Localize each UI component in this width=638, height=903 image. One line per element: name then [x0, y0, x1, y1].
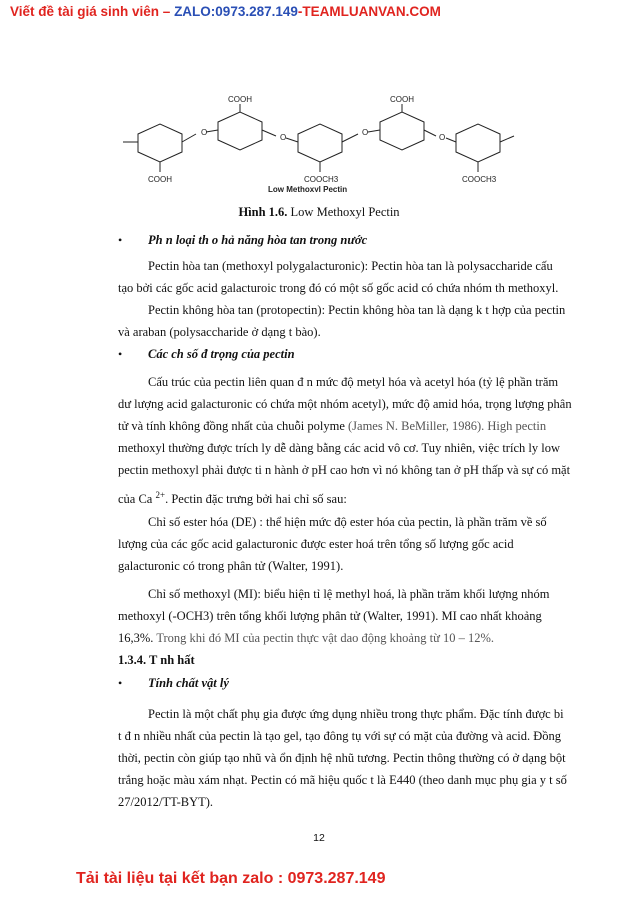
- group-label-2: COOH: [228, 95, 252, 104]
- superscript-charge: 2+: [155, 490, 166, 500]
- caption-text: Low Methoxyl Pectin: [287, 205, 400, 219]
- oxygen-2: O: [280, 133, 287, 142]
- text-line: Pectin hòa tan (methoxyl polygalacturonic): Pectin hòa tan là polysaccharide cấu: [148, 259, 553, 273]
- text-line: Pectin không hòa tan (protopectin): Pectin không hòa tan là dạng k t hợp của pectin: [148, 303, 566, 317]
- subheading-indices: Các ch số đ trọng của pectin: [148, 347, 295, 361]
- figure-caption: [0, 205, 638, 220]
- text-line: methoxyl thường được trích ly dễ dàng bằng các acid vô cơ. Tuy nhiên, việc trích ly low: [118, 441, 560, 455]
- oxygen-4: O: [439, 133, 446, 142]
- text-line: t đ n nhiều nhất của pectin là tạo gel, tạo đông tụ với sự có mặt của đường và acid. Đồng: [118, 729, 561, 743]
- section-heading: 1.3.4. T nh hất: [118, 653, 195, 667]
- text-line: trắng hoặc màu xám nhạt. Pectin có mã hiệu quốc t là E440 (theo danh mục phụ gia y t số: [118, 773, 567, 787]
- banner-text-1: Viết đề tài giá sinh viên –: [10, 4, 175, 19]
- group-label-3: COOCH3: [304, 175, 339, 184]
- subheading-classification: Ph n loại th o hả năng hòa tan trong nước: [148, 233, 368, 247]
- text-line: Chỉ số ester hóa (DE) : thể hiện mức độ ester hóa của pectin, là phần trăm về số: [148, 515, 547, 529]
- text-line: 27/2012/TT-BYT).: [118, 795, 214, 809]
- text-line: Pectin là một chất phụ gia được ứng dụng nhiều trong thực phẩm. Đặc tính được bi: [148, 707, 564, 721]
- bullet-3: •: [118, 676, 123, 690]
- banner-zalo[interactable]: ZALO:0973.287.149: [174, 4, 298, 19]
- banner-site[interactable]: -TEAMLUANVAN.COM: [297, 4, 441, 19]
- text-line: thời, pectin còn giúp tạo nhũ và ổn định hệ nhũ tương. Pectin thông thường có ở dạng bột: [118, 751, 566, 765]
- text-line: Cấu trúc của pectin liên quan đ n mức độ metyl hóa và acetyl hóa (tỷ lệ phần trăm: [148, 375, 559, 389]
- text-line: tạo bởi các gốc acid galacturoic trong đó có một số gốc acid có chứa nhóm th methoxyl.: [118, 281, 559, 295]
- subheading-physical: Tính chất vật lý: [148, 676, 229, 690]
- pectin-structure-figure: [118, 92, 518, 192]
- group-label-4: COOH: [390, 95, 414, 104]
- text-line: pectin methoxyl phải được ti n hành ở pH cao hơn vì nó không tan ở pH thấp và sự có mặt: [118, 463, 571, 477]
- bullet-1: •: [118, 233, 123, 247]
- text-line: lượng của các gốc acid galacturonic được ester hoá trên tổng số lượng gốc acid: [118, 537, 514, 551]
- chemical-structure-diagram: [118, 92, 518, 192]
- text-line: methoxyl (-OCH3) trên tổng khối lượng phân tử (Walter, 1991). MI cao nhất khoảng: [118, 609, 542, 623]
- text-line: của Ca $^{2+}$. Pectin đặc trưng bởi hai chỉ số sau:: [118, 490, 347, 507]
- caption-label: Hình 1.6.: [238, 205, 288, 219]
- text-line: và araban (polysaccharide ở dạng t bào).: [118, 325, 321, 339]
- oxygen-1: O: [201, 128, 208, 137]
- text-line: tử và tính không đồng nhất của chuỗi polyme (James N. BeMiller, 1986). High pectin: [118, 419, 547, 433]
- bullet-2: •: [118, 347, 123, 361]
- text-line: Chỉ số methoxyl (MI): biểu hiện tỉ lệ methyl hoá, là phần trăm khối lượng nhóm: [148, 587, 550, 601]
- group-label-5: COOCH3: [462, 175, 497, 184]
- figure-title: Low Methoxyl Pectin: [268, 185, 348, 192]
- group-label-1: COOH: [148, 175, 172, 184]
- header-banner: [10, 4, 441, 19]
- text-line: galacturonic có trong phân tử (Walter, 1991).: [118, 559, 344, 573]
- oxygen-3: O: [362, 128, 369, 137]
- citation: (James N. BeMiller, 1986). High pectin: [348, 419, 547, 433]
- page-number: 12: [313, 832, 325, 844]
- text-line: dư lượng acid galacturonic có chứa một nhóm acetyl), mức độ amid hóa, trọng lượng phân: [118, 397, 572, 411]
- text-line: 16,3%. Trong khi đó MI của pectin thực vật dao động khoảng từ 10 – 12%.: [118, 631, 495, 645]
- footer-banner[interactable]: Tải tài liệu tại kết bạn zalo : 0973.287.149: [76, 870, 386, 887]
